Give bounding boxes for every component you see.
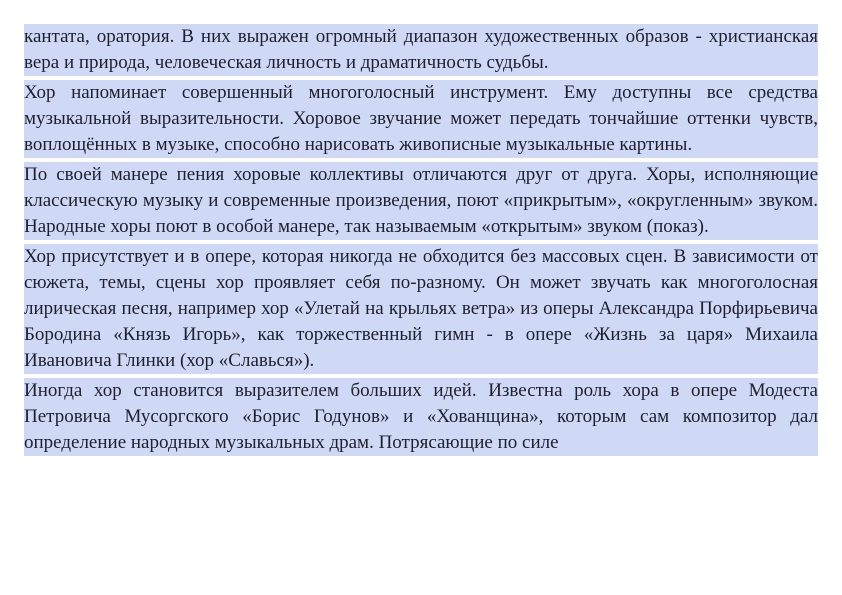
paragraph-singing-manner: По своей манере пения хоровые коллективы отличаются друг от друга. Хоры, исполняющие классическую музыку и современные произведения, поют «прикрытым», «округленным» звуком. Народные хоры поют в особой манере, так называемым «открытым» звуком (показ). bbox=[24, 162, 818, 240]
document-page bbox=[24, 24, 818, 456]
paragraph-choir-in-opera: Хор присутствует и в опере, которая никогда не обходится без массовых сцен. В зависимости от сюжета, темы, сцены хор проявляет себя по-разному. Он может звучать как многоголосная лирическая песня, например хор «Улетай на крыльях ветра» из оперы Александра Порфирьевича Бородина «Князь Игорь», как торжественный гимн - в опере «Жизнь за царя» Михаила Ивановича Глинки (хор «Славься»). bbox=[24, 244, 818, 374]
paragraph-great-ideas: Иногда хор становится выразителем больших идей. Известна роль хора в опере Модеста Петровича Мусоргского «Борис Годунов» и «Хованщина», которым сам композитор дал определение народных музыкальных драм. Потрясающие по силе bbox=[24, 378, 818, 456]
paragraph-choir-instrument: Хор напоминает совершенный многоголосный инструмент. Ему доступны все средства музыкальной выразительности. Хоровое звучание может передать тончайшие оттенки чувств, воплощённых в музыке, способно нарисовать живописные музыкальные картины. bbox=[24, 80, 818, 158]
paragraph-cantata: кантата, оратория. В них выражен огромный диапазон художественных образов - христианская вера и природа, человеческая личность и драматичность судьбы. bbox=[24, 24, 818, 76]
